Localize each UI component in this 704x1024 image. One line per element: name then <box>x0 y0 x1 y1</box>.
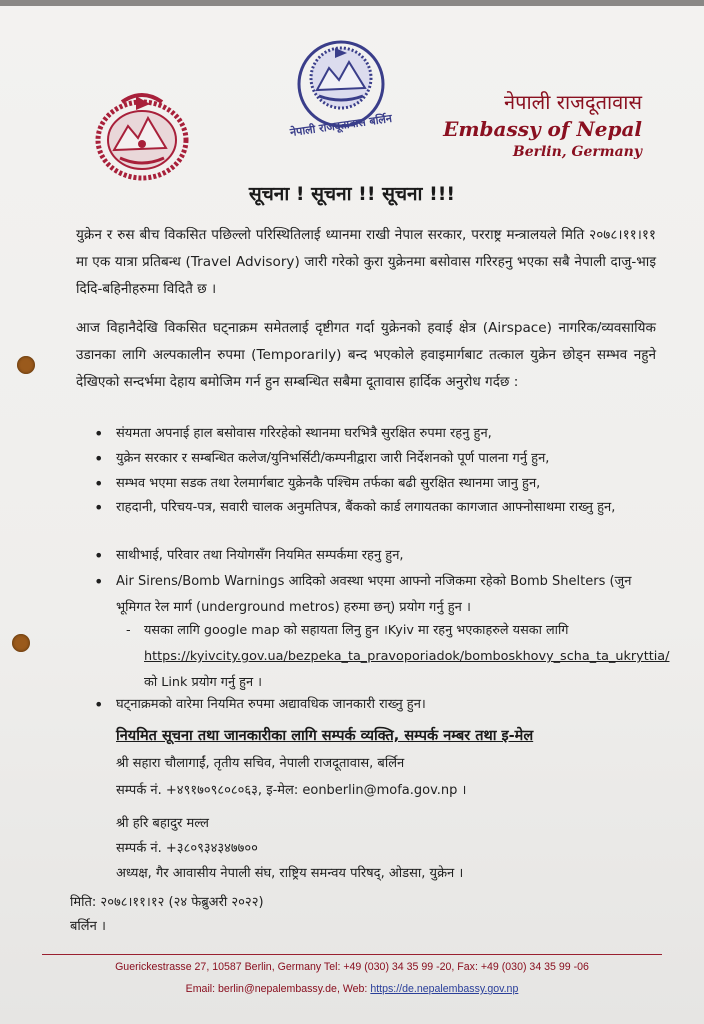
embassy-city: Berlin, Germany <box>512 144 642 160</box>
sub-bullet-text-after: को Link प्रयोग गर्नु हुन । <box>144 675 262 690</box>
kyiv-shelter-link[interactable]: https://kyivcity.gov.ua/bezpeka_ta_pravoporiadok/bomboskhovy_scha_ta_ukryttia/ <box>144 649 670 664</box>
bullet-item: • राहदानी, परिचय-पत्र, सवारी चालक अनुमतिपत्र, बैंकको कार्ड लगायतका कागजात आफ्नोसाथमा राख्नु हुन, <box>116 495 664 521</box>
bullet-item: • संयमता अपनाई हाल बसोवास गरिरहेको स्थानमा घरभित्रै सुरक्षित रुपमा रहनु हुन, <box>116 421 664 447</box>
punch-hole-top <box>17 356 35 374</box>
embassy-name-english: Embassy of Nepal <box>443 117 642 141</box>
contacts-heading: नियमित सूचना तथा जानकारीका लागि सम्पर्क व्यक्ति, सम्पर्क नम्बर तथा इ-मेल <box>116 728 534 744</box>
bullet-item: • Air Sirens/Bomb Warnings आदिको अवस्था भएमा आफ्नो नजिकमा रहेको Bomb Shelters (जुन भूमिगत रेल मार्ग (underground metros) हरुमा छन्) प्रयोग गर्नु हुन । <box>116 569 664 621</box>
letter-date: मिति: २०७८।११।१२ (२४ फेब्रुअरी २०२२) <box>70 895 264 910</box>
contact-person-2-role: अध्यक्ष, गैर आवासीय नेपाली संघ, राष्ट्रिय समन्वय परिषद्, ओडसा, युक्रेन । <box>116 866 464 881</box>
bullet-item: • घट्नाक्रमको वारेमा नियमित रुपमा अद्यावधिक जानकारी राख्नु हुन। <box>116 692 664 718</box>
contact-person-2: श्री हरि बहादुर मल्ल <box>116 816 209 831</box>
contact-person-2-phone: सम्पर्क नं. +३८०९३४३४७७०० <box>116 841 258 856</box>
footer-divider <box>42 954 662 955</box>
letter-place: बर्लिन । <box>70 919 106 934</box>
contact-person-1-details: सम्पर्क नं. +४९१७०९८०८०६३, इ-मेल: eonberlin@mofa.gov.np । <box>116 783 467 798</box>
paragraph-2: आज विहानैदेखि विकसित घट्नाक्रम समेतलाई दृष्टीगत गर्दा युक्रेनको हवाई क्षेत्र (Airspace) नागरिक/व्यवसायिक उडानका लागि अल्पकालीन रुपमा (Temporarily) बन्द भएकोले हवाइमार्गबाट तत्काल युक्रेन छोड्न सम्भव नहुने देखिएको सन्दर्भमा देहाय बमोजिम गर्न हुन सम्बन्धित सबैमा दूतावास हार्दिक अनुरोध गर्दछ : <box>76 320 656 390</box>
bullet-item: • सम्भव भएमा सडक तथा रेलमार्गबाट युक्रेनकै पश्चिम तर्फका बढी सुरक्षित स्थानमा जानु हुन, <box>116 471 664 497</box>
contact-person-1: श्री सहारा चौलागाईं, तृतीय सचिव, नेपाली राजदूतावास, बर्लिन <box>116 756 405 771</box>
footer-contact <box>0 983 704 995</box>
punch-hole-bottom <box>12 634 30 652</box>
bullet-item: • साथीभाई, परिवार तथा नियोगसँग नियमित सम्पर्कमा रहनु हुन, <box>116 543 664 569</box>
nepal-emblem-icon <box>92 88 192 184</box>
footer-email: Email: berlin@nepalembassy.de, Web: <box>185 983 368 995</box>
seal-text: नेपाली राजदूतावास बर्लिन <box>289 111 393 140</box>
bullet-item: • युक्रेन सरकार र सम्बन्धित कलेज/युनिभर्सिटी/कम्पनीद्वारा जारी निर्देशनको पूर्ण पालना गर्नु हुन, <box>116 446 664 472</box>
sub-bullet-text: यसका लागि google map को सहायता लिनु हुन ।Kyiv मा रहनु भएकाहरुले यसका लागि <box>144 623 569 638</box>
embassy-name-nepali: नेपाली राजदूतावास <box>504 90 642 114</box>
paragraph-1: युक्रेन र रुस बीच विकसित पछिल्लो परिस्थितिलाई ध्यानमा राखी नेपाल सरकार, परराष्ट्र मन्त्रालयले मिति २०७८।११।११ मा एक यात्रा प्रतिबन्ध (Travel Advisory) जारी गरेको कुरा युक्रेनमा बसोवास गरिरहनु भएका सबै नेपाली दाजु-भाइ दिदि-बहिनीहरुमा विदितै छ । <box>76 227 656 297</box>
footer-address: Guerickestrasse 27, 10587 Berlin, Germany Tel: +49 (030) 34 35 99 -20, Fax: +49 (030) 34 35 99 -06 <box>115 961 589 973</box>
footer-web-link[interactable]: https://de.nepalembassy.gov.np <box>370 983 519 995</box>
sub-bullet-item <box>144 618 670 696</box>
notice-title: सूचना ! सूचना !! सूचना !!! <box>248 183 456 205</box>
page-top-edge <box>0 0 704 6</box>
